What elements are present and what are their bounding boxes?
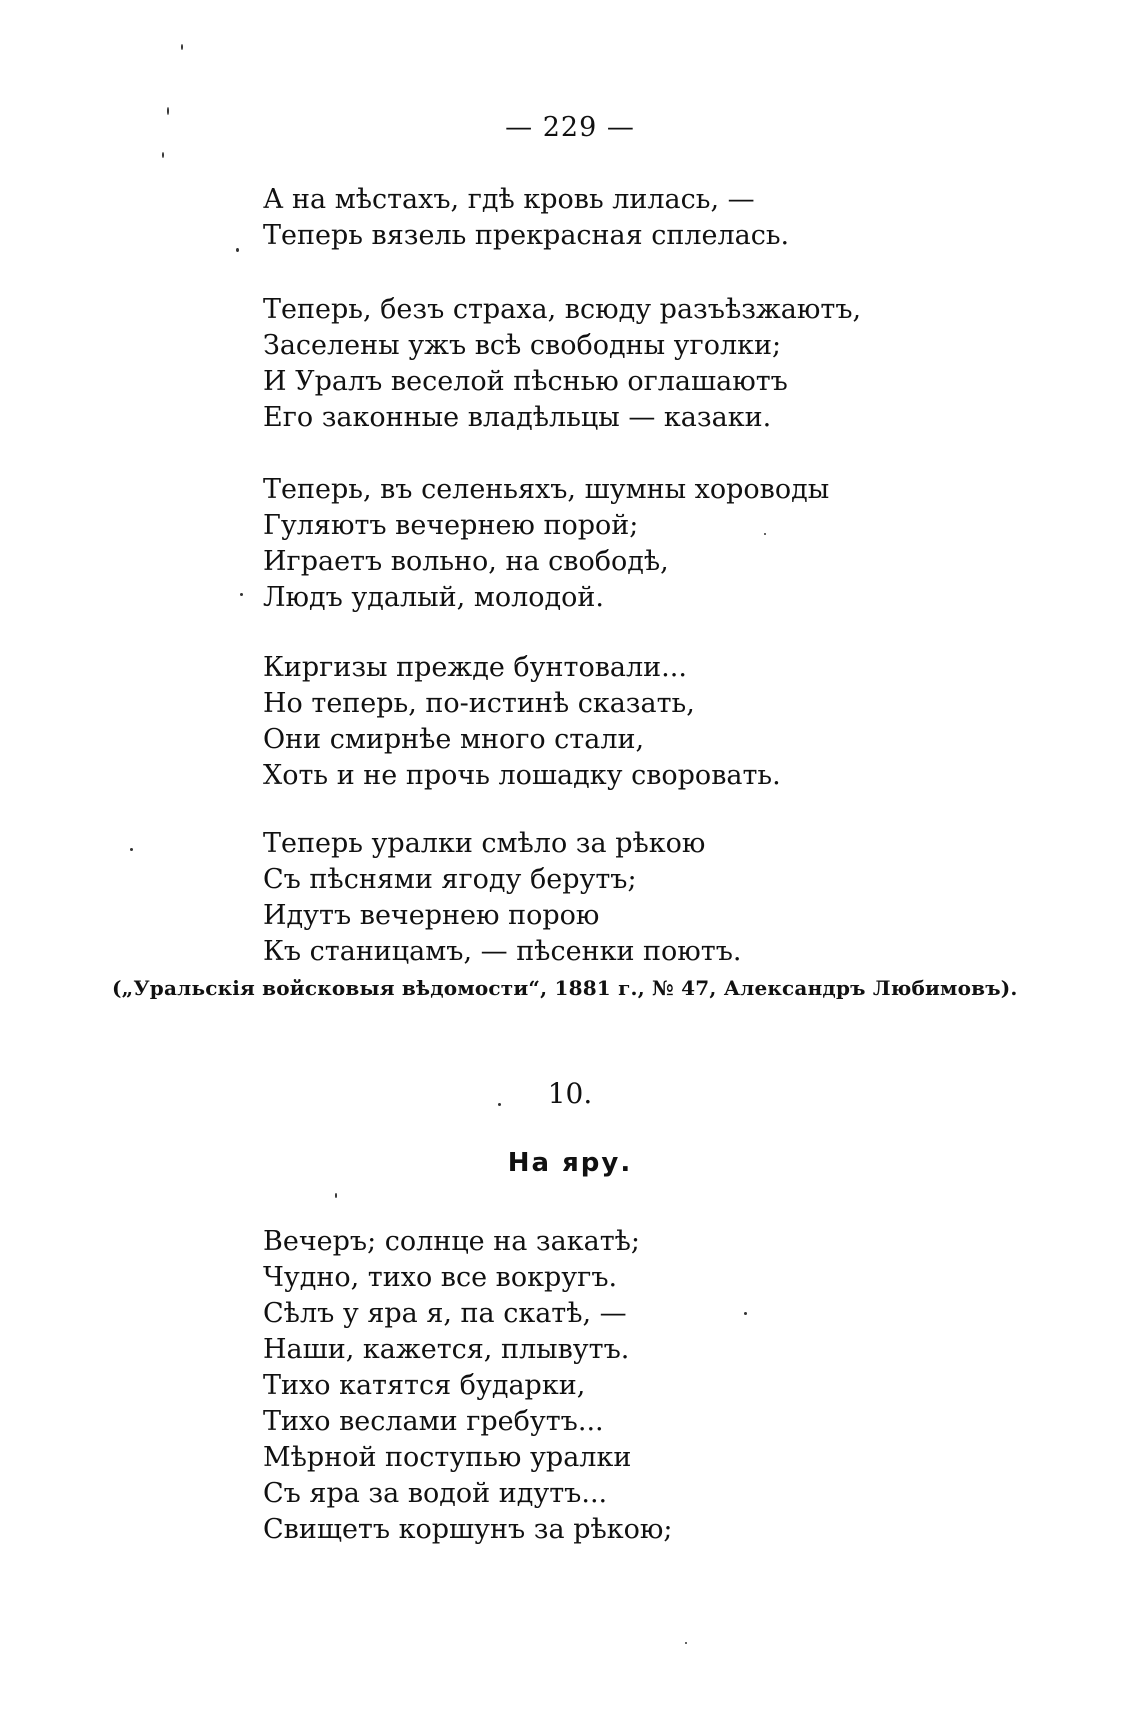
verse-line: Его законные владѣльцы — казаки. [263,402,772,433]
verse-line: А на мѣстахъ, гдѣ кровь лилась, — [263,184,755,215]
verse-line: Свищетъ коршунъ за рѣкою; [263,1514,673,1545]
scan-speck [685,1642,687,1644]
verse-line: И Уралъ веселой пѣснью оглашаютъ [263,366,788,397]
verse-line: Теперь уралки смѣло за рѣкою [263,828,706,859]
stanza-4 [263,650,1063,794]
verse-line: Мѣрной поступью уралки [263,1442,632,1473]
verse-line: Хоть и не прочь лошадку своровать. [263,760,781,791]
verse-line: Играетъ вольно, на свободѣ, [263,546,669,577]
scan-speck [335,1193,337,1198]
verse-line: Теперь, безъ страха, всюду разъѣзжаютъ, [263,294,862,325]
stanza-5 [263,826,1063,970]
verse-line: Киргизы прежде бунтовали... [263,652,687,683]
verse-line: Сѣлъ у яра я, па скатѣ, — [263,1298,627,1329]
verse-line: Гуляютъ вечернею порой; [263,510,639,541]
poem-body [263,1224,1063,1548]
stanza-2 [263,292,1063,436]
verse-line: Идутъ вечернею порою [263,900,600,931]
scan-speck [181,44,183,50]
scan-speck [130,848,133,851]
verse-line: Къ станицамъ, — пѣсенки поютъ. [263,936,742,967]
poem-title: На яру. [507,1148,633,1178]
source-citation: („Уральскія войсковыя вѣдомости“, 1881 г., № 47, Александръ Любимовъ). [112,976,1018,1000]
verse-line: Вечеръ; солнце на закатѣ; [263,1226,641,1257]
scan-speck [162,152,164,158]
scan-speck [764,533,766,535]
stanza-3 [263,472,1063,616]
scan-speck [236,248,239,252]
verse-line: Съ пѣснями ягоду берутъ; [263,864,637,895]
verse-line: Они смирнѣе много стали, [263,724,645,755]
scan-speck [744,1312,747,1315]
verse-line: Теперь вязель прекрасная сплелась. [263,220,790,251]
verse-line: Наши, кажется, плывутъ. [263,1334,630,1365]
verse-line: Но теперь, по-истинѣ сказать, [263,688,695,719]
verse-line: Людъ удалый, молодой. [263,582,604,613]
verse-line: Чудно, тихо все вокругъ. [263,1262,618,1293]
verse-line: Тихо веслами гребутъ... [263,1406,604,1437]
poem-number: 10. [547,1077,593,1110]
page-number: — 229 — [505,112,635,143]
verse-line: Тихо катятся бударки, [263,1370,586,1401]
scan-speck [498,1103,501,1106]
scan-speck [240,593,243,596]
verse-line: Теперь, въ селеньяхъ, шумны хороводы [263,474,830,505]
verse-line: Заселены ужъ всѣ свободны уголки; [263,330,782,361]
stanza-1 [263,182,1063,254]
verse-line: Съ яра за водой идутъ... [263,1478,608,1509]
scan-speck [167,107,169,115]
